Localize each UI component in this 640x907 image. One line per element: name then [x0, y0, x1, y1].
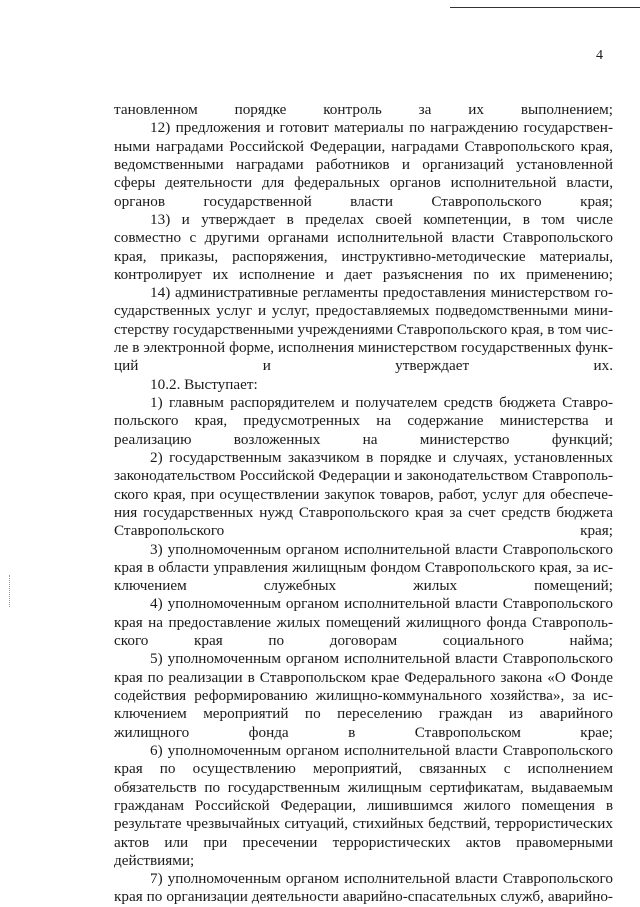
paragraph-item-12: 12) предложения и готовит материалы по награждению государственными наградами Российской Федерации, наградами Ставропольского края, ведомственными наградами работников и организаций установленной сферы деятельности для федеральных органов исполнительной власти, органов государственной власти Ставропольского края;: [114, 119, 613, 210]
scan-artifact: [9, 575, 10, 607]
paragraph-item-4: 4) уполномоченным органом исполнительной власти Ставропольского края на предоставление жилых помещений жилищного фонда Ставропольского края по договорам социального найма;: [114, 595, 613, 650]
document-body: [114, 101, 613, 907]
section-heading-10-2: 10.2. Выступает:: [150, 375, 258, 393]
paragraph-item-6: 6) уполномоченным органом исполнительной власти Ставропольского края по осуществлению мероприятий, связанных с исполнением обязательств по государственным жилищным сертификатам, выдаваемым гражданам Российской Федерации, лишившимся жилого помещения в результате чрезвычайных ситуаций, стихийных бедствий, террористических актов или при пресечении террористических актов правомерными действиями;: [114, 741, 613, 869]
page-number: 4: [596, 48, 603, 63]
paragraph-item-5: 5) уполномоченным органом исполнительной власти Ставропольского края по реализации в Ставропольском крае Федерального закона «О Фонде содействия реформированию жилищно-коммунального хозяйства», за исключением мероприятий по переселению граждан из аварийного жилищного фонда в Ставропольском крае;: [114, 650, 613, 741]
paragraph-item-2: 2) государственным заказчиком в порядке и случаях, установленных законодательством Российской Федерации и законодательством Ставропольского края, при осуществлении закупок товаров, работ, услуг для обеспечения государственных нужд Ставропольского края за счет средств бюджета Ставропольского края;: [114, 448, 613, 540]
paragraph-item-1: 1) главным распорядителем и получателем средств бюджета Ставропольского края, предусмотренных на содержание министерства и реализацию возложенных на министерство функций;: [114, 394, 613, 448]
paragraph-item-13: 13) и утверждает в пределах своей компетенции, в том числе совместно с другими органами исполнительной власти Ставропольского края, приказы, распоряжения, инструктивно-методические материалы, контролирует их исполнение и дает разъяснения по их применению;: [114, 210, 613, 283]
paragraph-item-7: 7) уполномоченным органом исполнительной власти Ставропольского края по организации деятельности аварийно-спасательных служб, аварийно-: [114, 870, 613, 906]
paragraph-item-3: 3) уполномоченным органом исполнительной власти Ставропольского края в области управления жилищным фондом Ставропольского края, за исключением служебных жилых помещений;: [114, 540, 613, 595]
paragraph-continuation: тановленном порядке контроль за их выполнением;: [114, 101, 613, 118]
top-rule: [450, 7, 640, 8]
paragraph-item-14: 14) административные регламенты предоставления министерством государственных услуг и услуг, предоставляемых подведомственными министерству государственными учреждениями Ставропольского края, в том числе в электронной форме, исполнения министерством государственных функций и утверждает их.: [114, 284, 613, 375]
